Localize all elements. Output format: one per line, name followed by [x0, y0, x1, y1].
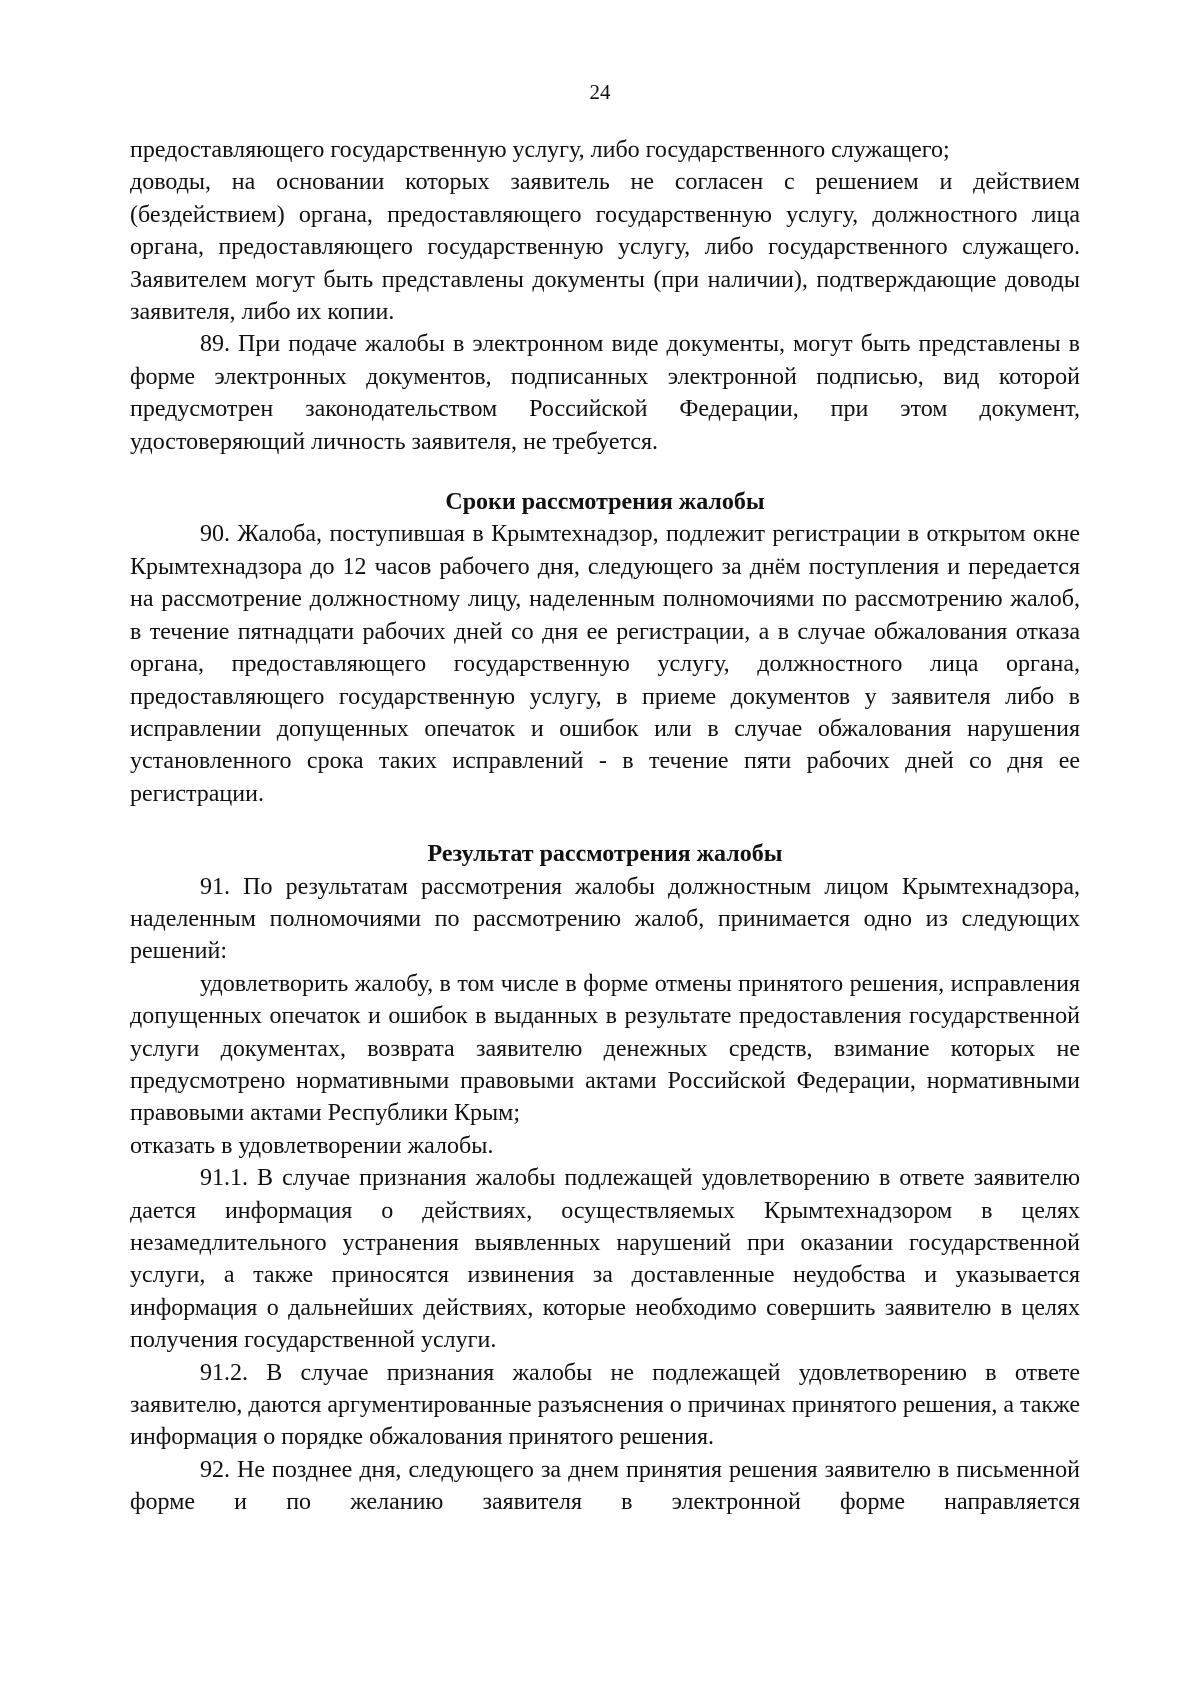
document-body	[130, 134, 1080, 1519]
paragraph-continuation: предоставляющего государственную услугу, либо государственного служащего;	[130, 137, 950, 163]
section-gap	[130, 810, 1080, 838]
paragraph-89: 89. При подаче жалобы в электронном виде документы, могут быть представлены в форме электронных документов, подписанных электронной подписью, вид которой предусмотрен законодательством Российской Федерации, при этом документ, удостоверяющий личность заявителя, не требуется.	[130, 331, 1080, 455]
paragraph-arguments: доводы, на основании которых заявитель не согласен с решением и действием (бездействием) органа, предоставляющего государственную услугу, должностного лица органа, предоставляющего государственную услугу, либо государственного служащего. Заявителем могут быть представлены документы (при наличии), подтверждающие доводы заявителя, либо их копии.	[130, 169, 1080, 326]
page-number: 24	[589, 80, 611, 104]
heading-review-result: Результат рассмотрения жалобы	[427, 841, 783, 868]
paragraph-91: 91. По результатам рассмотрения жалобы должностным лицом Крымтехнадзора, наделенным полномочиями по рассмотрению жалоб, принимается одно из следующих решений:	[130, 873, 1080, 965]
paragraph-91-1: 91.1. В случае признания жалобы подлежащей удовлетворению в ответе заявителю дается информация о действиях, осуществляемых Крымтехнадзором в целях незамедлительного устранения выявленных нарушений при оказании государственной услуги, а также приносятся извинения за доставленные неудобства и указывается информация о дальнейших действиях, которые необходимо совершить заявителю в целях получения государственной услуги.	[130, 1165, 1080, 1354]
paragraph-92: 92. Не позднее дня, следующего за днем принятия решения заявителю в письменной форме и по желанию заявителя в электронной форме направляется	[130, 1456, 1080, 1516]
heading-review-period: Сроки рассмотрения жалобы	[445, 489, 765, 516]
paragraph-satisfy: удовлетворить жалобу, в том числе в форме отмены принятого решения, исправления допущенных опечаток и ошибок в выданных в результате предоставления государственной услуги документах, возврата заявителю денежных средств, взимание которых не предусмотрено нормативными правовыми актами Российской Федерации, нормативными правовыми актами Республики Крым;	[130, 970, 1080, 1127]
paragraph-91-2: 91.2. В случае признания жалобы не подлежащей удовлетворению в ответе заявителю, даются аргументированные разъяснения о причинах принятого решения, а также информация о порядке обжалования принятого решения.	[130, 1359, 1080, 1451]
section-gap	[130, 458, 1080, 486]
paragraph-90: 90. Жалоба, поступившая в Крымтехнадзор, подлежит регистрации в открытом окне Крымтехнадзора до 12 часов рабочего дня, следующего за днём поступления и передается на рассмотрение должностному лицу, наделенным полномочиями по рассмотрению жалоб, в течение пятнадцати рабочих дней со дня ее регистрации, а в случае обжалования отказа органа, предоставляющего государственную услугу, должностного лица органа, предоставляющего государственную услугу, в приеме документов у заявителя либо в исправлении допущенных опечаток и ошибок или в случае обжалования нарушения установленного срока таких исправлений - в течение пяти рабочих дней со дня ее регистрации.	[130, 521, 1080, 807]
paragraph-refuse: отказать в удовлетворении жалобы.	[130, 1132, 494, 1159]
